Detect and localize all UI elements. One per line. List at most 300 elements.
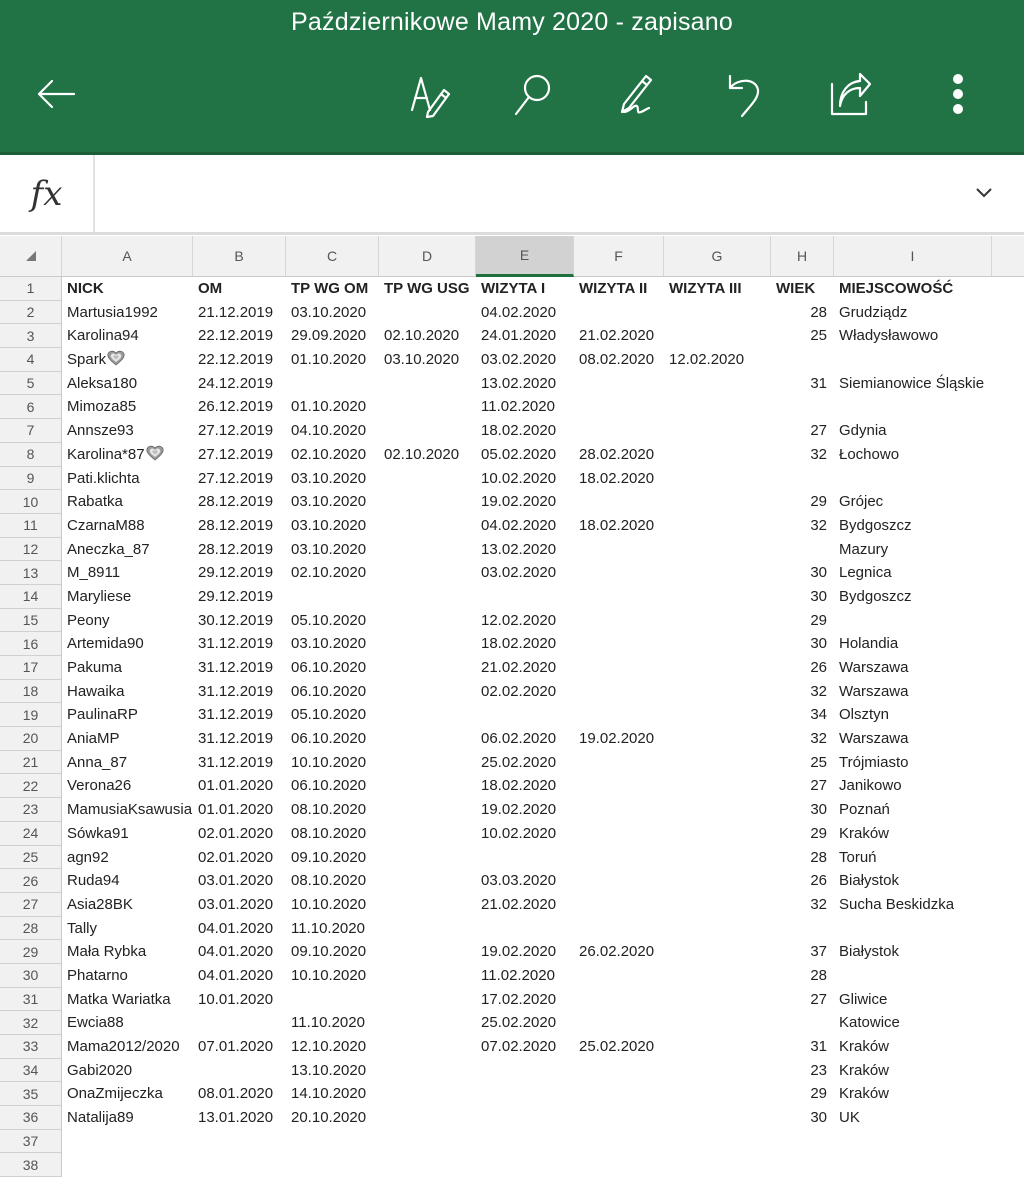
- cell-miejscowosc[interactable]: [834, 419, 992, 443]
- cell-w3[interactable]: [664, 1130, 771, 1154]
- row-header-31[interactable]: 31: [0, 988, 62, 1012]
- cell-w1[interactable]: [476, 348, 574, 372]
- cell-wiek[interactable]: [771, 656, 834, 680]
- row-header-3[interactable]: 3: [0, 324, 62, 348]
- cell-om[interactable]: [193, 419, 286, 443]
- cell-w1[interactable]: [476, 324, 574, 348]
- cell-wiek[interactable]: [771, 869, 834, 893]
- cell-tp-om[interactable]: [286, 514, 379, 538]
- cell-w3[interactable]: [664, 324, 771, 348]
- cell-w2[interactable]: [574, 846, 664, 870]
- cell-w1[interactable]: [476, 301, 574, 325]
- cell-wiek[interactable]: [771, 467, 834, 491]
- header-cell-w3[interactable]: [664, 277, 771, 301]
- cell-nick[interactable]: [62, 1035, 193, 1059]
- cell-w1[interactable]: [476, 585, 574, 609]
- cell-w1[interactable]: [476, 988, 574, 1012]
- cell-nick[interactable]: [62, 940, 193, 964]
- cell-w2[interactable]: [574, 727, 664, 751]
- row-header-2[interactable]: 2: [0, 301, 62, 325]
- cell-tp-usg[interactable]: [379, 774, 476, 798]
- cell-tp-usg[interactable]: [379, 1059, 476, 1083]
- row-header-28[interactable]: 28: [0, 917, 62, 941]
- row-header-23[interactable]: 23: [0, 798, 62, 822]
- cell-w2[interactable]: [574, 490, 664, 514]
- cell-om[interactable]: [193, 822, 286, 846]
- cell-tp-om[interactable]: [286, 395, 379, 419]
- cell-w3[interactable]: [664, 467, 771, 491]
- header-cell-w1[interactable]: [476, 277, 574, 301]
- cell-w1[interactable]: [476, 1035, 574, 1059]
- cell-tp-usg[interactable]: [379, 917, 476, 941]
- cell-w2[interactable]: [574, 1011, 664, 1035]
- cell-miejscowosc[interactable]: [834, 1106, 992, 1130]
- cell-w3[interactable]: [664, 490, 771, 514]
- cell-nick[interactable]: [62, 324, 193, 348]
- cell-w3[interactable]: [664, 727, 771, 751]
- cell-om[interactable]: [193, 1082, 286, 1106]
- cell-w3[interactable]: [664, 585, 771, 609]
- cell-w3[interactable]: [664, 940, 771, 964]
- cell-w1[interactable]: [476, 467, 574, 491]
- cell-miejscowosc[interactable]: [834, 846, 992, 870]
- cell-miejscowosc[interactable]: [834, 514, 992, 538]
- cell-nick[interactable]: [62, 1011, 193, 1035]
- cell-om[interactable]: [193, 585, 286, 609]
- cell-wiek[interactable]: [771, 514, 834, 538]
- cell-w3[interactable]: [664, 893, 771, 917]
- cell-miejscowosc[interactable]: [834, 609, 992, 633]
- row-header-30[interactable]: 30: [0, 964, 62, 988]
- cell-w3[interactable]: [664, 680, 771, 704]
- cell-om[interactable]: [193, 372, 286, 396]
- row-header-32[interactable]: 32: [0, 1011, 62, 1035]
- cell-w1[interactable]: [476, 1153, 574, 1177]
- column-header-a[interactable]: A: [62, 236, 193, 276]
- cell-om[interactable]: [193, 727, 286, 751]
- cell-tp-om[interactable]: [286, 467, 379, 491]
- cell-miejscowosc[interactable]: [834, 822, 992, 846]
- cell-w2[interactable]: [574, 822, 664, 846]
- cell-om[interactable]: [193, 538, 286, 562]
- cell-w2[interactable]: [574, 301, 664, 325]
- cell-miejscowosc[interactable]: [834, 1035, 992, 1059]
- cell-tp-om[interactable]: [286, 1011, 379, 1035]
- row-header-18[interactable]: 18: [0, 680, 62, 704]
- header-cell-nick[interactable]: [62, 277, 193, 301]
- cell-w1[interactable]: [476, 703, 574, 727]
- row-header-17[interactable]: 17: [0, 656, 62, 680]
- header-cell-miejscowosc[interactable]: [834, 277, 992, 301]
- cell-w2[interactable]: [574, 988, 664, 1012]
- row-header-1[interactable]: 1: [0, 277, 62, 301]
- share-button[interactable]: [822, 68, 878, 124]
- cell-nick[interactable]: [62, 656, 193, 680]
- cell-w3[interactable]: [664, 1035, 771, 1059]
- cell-tp-usg[interactable]: [379, 348, 476, 372]
- cell-wiek[interactable]: [771, 632, 834, 656]
- cell-om[interactable]: [193, 467, 286, 491]
- cell-w1[interactable]: [476, 1130, 574, 1154]
- cell-w2[interactable]: [574, 348, 664, 372]
- row-header-22[interactable]: 22: [0, 774, 62, 798]
- cell-tp-usg[interactable]: [379, 656, 476, 680]
- cell-w3[interactable]: [664, 1082, 771, 1106]
- cell-nick[interactable]: [62, 727, 193, 751]
- cell-wiek[interactable]: [771, 798, 834, 822]
- cell-miejscowosc[interactable]: [834, 727, 992, 751]
- cell-w3[interactable]: [664, 514, 771, 538]
- cell-tp-usg[interactable]: [379, 372, 476, 396]
- cell-om[interactable]: [193, 703, 286, 727]
- cell-wiek[interactable]: [771, 727, 834, 751]
- cell-nick[interactable]: [62, 680, 193, 704]
- cell-wiek[interactable]: [771, 419, 834, 443]
- header-cell-tp-usg[interactable]: [379, 277, 476, 301]
- cell-tp-usg[interactable]: [379, 1035, 476, 1059]
- draw-button[interactable]: [612, 68, 668, 124]
- cell-tp-usg[interactable]: [379, 443, 476, 467]
- cell-wiek[interactable]: [771, 988, 834, 1012]
- cell-tp-usg[interactable]: [379, 964, 476, 988]
- cell-nick[interactable]: [62, 964, 193, 988]
- cell-nick[interactable]: [62, 846, 193, 870]
- row-header-36[interactable]: 36: [0, 1106, 62, 1130]
- cell-nick[interactable]: [62, 348, 193, 372]
- cell-nick[interactable]: [62, 538, 193, 562]
- cell-w1[interactable]: [476, 680, 574, 704]
- cell-nick[interactable]: [62, 988, 193, 1012]
- column-header-h[interactable]: H: [771, 236, 834, 276]
- cell-w1[interactable]: [476, 774, 574, 798]
- cell-om[interactable]: [193, 348, 286, 372]
- cell-tp-om[interactable]: [286, 372, 379, 396]
- cell-w2[interactable]: [574, 798, 664, 822]
- column-header-g[interactable]: G: [664, 236, 771, 276]
- cell-w2[interactable]: [574, 324, 664, 348]
- cell-wiek[interactable]: [771, 585, 834, 609]
- cell-tp-usg[interactable]: [379, 467, 476, 491]
- cell-w2[interactable]: [574, 774, 664, 798]
- cell-om[interactable]: [193, 798, 286, 822]
- cell-w3[interactable]: [664, 703, 771, 727]
- cell-wiek[interactable]: [771, 774, 834, 798]
- cell-miejscowosc[interactable]: [834, 585, 992, 609]
- cell-tp-usg[interactable]: [379, 988, 476, 1012]
- cell-nick[interactable]: [62, 585, 193, 609]
- cell-w1[interactable]: [476, 917, 574, 941]
- cell-nick[interactable]: [62, 798, 193, 822]
- cell-miejscowosc[interactable]: [834, 301, 992, 325]
- edit-text-button[interactable]: [402, 68, 458, 124]
- cell-tp-usg[interactable]: [379, 940, 476, 964]
- cell-om[interactable]: [193, 774, 286, 798]
- cell-miejscowosc[interactable]: [834, 893, 992, 917]
- cell-w2[interactable]: [574, 917, 664, 941]
- cell-tp-om[interactable]: [286, 1059, 379, 1083]
- cell-om[interactable]: [193, 751, 286, 775]
- cell-wiek[interactable]: [771, 324, 834, 348]
- cell-nick[interactable]: [62, 822, 193, 846]
- cell-tp-om[interactable]: [286, 419, 379, 443]
- cell-nick[interactable]: [62, 1153, 193, 1177]
- cell-om[interactable]: [193, 869, 286, 893]
- cell-w1[interactable]: [476, 1011, 574, 1035]
- cell-w2[interactable]: [574, 1035, 664, 1059]
- cell-w3[interactable]: [664, 1011, 771, 1035]
- cell-tp-usg[interactable]: [379, 514, 476, 538]
- cell-nick[interactable]: [62, 443, 193, 467]
- column-header-f[interactable]: F: [574, 236, 664, 276]
- cell-wiek[interactable]: [771, 301, 834, 325]
- cell-wiek[interactable]: [771, 917, 834, 941]
- cell-tp-usg[interactable]: [379, 395, 476, 419]
- cell-tp-om[interactable]: [286, 1153, 379, 1177]
- row-header-25[interactable]: 25: [0, 846, 62, 870]
- row-header-26[interactable]: 26: [0, 869, 62, 893]
- cell-tp-om[interactable]: [286, 324, 379, 348]
- cell-miejscowosc[interactable]: [834, 1153, 992, 1177]
- cell-om[interactable]: [193, 988, 286, 1012]
- cell-tp-om[interactable]: [286, 443, 379, 467]
- cell-miejscowosc[interactable]: [834, 988, 992, 1012]
- cell-tp-om[interactable]: [286, 561, 379, 585]
- cell-om[interactable]: [193, 609, 286, 633]
- cell-nick[interactable]: [62, 917, 193, 941]
- cell-om[interactable]: [193, 680, 286, 704]
- cell-w3[interactable]: [664, 964, 771, 988]
- function-icon[interactable]: fx: [0, 155, 95, 232]
- cell-tp-om[interactable]: [286, 893, 379, 917]
- cell-tp-om[interactable]: [286, 846, 379, 870]
- row-header-37[interactable]: 37: [0, 1130, 62, 1154]
- row-header-12[interactable]: 12: [0, 538, 62, 562]
- cell-tp-om[interactable]: [286, 822, 379, 846]
- cell-tp-usg[interactable]: [379, 1106, 476, 1130]
- cell-tp-om[interactable]: [286, 964, 379, 988]
- cell-nick[interactable]: [62, 1082, 193, 1106]
- cell-w3[interactable]: [664, 917, 771, 941]
- cell-nick[interactable]: [62, 372, 193, 396]
- cell-w3[interactable]: [664, 798, 771, 822]
- cell-wiek[interactable]: [771, 1106, 834, 1130]
- row-header-7[interactable]: 7: [0, 419, 62, 443]
- cell-wiek[interactable]: [771, 940, 834, 964]
- cell-om[interactable]: [193, 632, 286, 656]
- row-header-14[interactable]: 14: [0, 585, 62, 609]
- cell-w2[interactable]: [574, 1082, 664, 1106]
- row-header-11[interactable]: 11: [0, 514, 62, 538]
- cell-nick[interactable]: [62, 1130, 193, 1154]
- cell-w2[interactable]: [574, 419, 664, 443]
- cell-wiek[interactable]: [771, 372, 834, 396]
- cell-w1[interactable]: [476, 846, 574, 870]
- cell-nick[interactable]: [62, 1106, 193, 1130]
- cell-tp-usg[interactable]: [379, 703, 476, 727]
- cell-tp-om[interactable]: [286, 940, 379, 964]
- cell-w1[interactable]: [476, 395, 574, 419]
- cell-nick[interactable]: [62, 301, 193, 325]
- cell-w2[interactable]: [574, 467, 664, 491]
- cell-w1[interactable]: [476, 940, 574, 964]
- cell-miejscowosc[interactable]: [834, 1011, 992, 1035]
- cell-nick[interactable]: [62, 703, 193, 727]
- row-header-20[interactable]: 20: [0, 727, 62, 751]
- cell-w3[interactable]: [664, 301, 771, 325]
- cell-w1[interactable]: [476, 869, 574, 893]
- cell-wiek[interactable]: [771, 1011, 834, 1035]
- cell-miejscowosc[interactable]: [834, 774, 992, 798]
- cell-w3[interactable]: [664, 1106, 771, 1130]
- cell-miejscowosc[interactable]: [834, 395, 992, 419]
- cell-nick[interactable]: [62, 869, 193, 893]
- cell-om[interactable]: [193, 490, 286, 514]
- cell-w3[interactable]: [664, 869, 771, 893]
- cell-miejscowosc[interactable]: [834, 348, 992, 372]
- cell-w2[interactable]: [574, 1130, 664, 1154]
- cell-w3[interactable]: [664, 538, 771, 562]
- row-header-24[interactable]: 24: [0, 822, 62, 846]
- row-header-10[interactable]: 10: [0, 490, 62, 514]
- cell-miejscowosc[interactable]: [834, 964, 992, 988]
- cell-w2[interactable]: [574, 869, 664, 893]
- cell-w1[interactable]: [476, 443, 574, 467]
- cell-miejscowosc[interactable]: [834, 940, 992, 964]
- row-header-38[interactable]: 38: [0, 1153, 62, 1177]
- cell-om[interactable]: [193, 893, 286, 917]
- formula-input[interactable]: [97, 155, 957, 232]
- cell-w2[interactable]: [574, 940, 664, 964]
- cell-tp-om[interactable]: [286, 538, 379, 562]
- cell-w2[interactable]: [574, 656, 664, 680]
- cell-w1[interactable]: [476, 656, 574, 680]
- cell-miejscowosc[interactable]: [834, 467, 992, 491]
- cell-miejscowosc[interactable]: [834, 1059, 992, 1083]
- cell-w2[interactable]: [574, 609, 664, 633]
- cell-miejscowosc[interactable]: [834, 443, 992, 467]
- cell-om[interactable]: [193, 514, 286, 538]
- cell-miejscowosc[interactable]: [834, 798, 992, 822]
- cell-wiek[interactable]: [771, 561, 834, 585]
- cell-nick[interactable]: [62, 490, 193, 514]
- cell-tp-usg[interactable]: [379, 751, 476, 775]
- cell-tp-om[interactable]: [286, 727, 379, 751]
- cell-w2[interactable]: [574, 372, 664, 396]
- cell-miejscowosc[interactable]: [834, 751, 992, 775]
- cell-wiek[interactable]: [771, 1059, 834, 1083]
- cell-tp-om[interactable]: [286, 1035, 379, 1059]
- cell-w3[interactable]: [664, 395, 771, 419]
- column-header-i[interactable]: I: [834, 236, 992, 276]
- cell-tp-usg[interactable]: [379, 798, 476, 822]
- cell-wiek[interactable]: [771, 1130, 834, 1154]
- cell-tp-om[interactable]: [286, 490, 379, 514]
- cell-w1[interactable]: [476, 1106, 574, 1130]
- cell-tp-om[interactable]: [286, 1130, 379, 1154]
- cell-tp-om[interactable]: [286, 656, 379, 680]
- cell-tp-om[interactable]: [286, 774, 379, 798]
- cell-wiek[interactable]: [771, 1035, 834, 1059]
- cell-miejscowosc[interactable]: [834, 538, 992, 562]
- column-header-e[interactable]: E: [476, 236, 574, 277]
- cell-miejscowosc[interactable]: [834, 917, 992, 941]
- cell-w3[interactable]: [664, 419, 771, 443]
- column-header-empty[interactable]: [992, 236, 1024, 276]
- row-header-27[interactable]: 27: [0, 893, 62, 917]
- row-header-21[interactable]: 21: [0, 751, 62, 775]
- row-header-5[interactable]: 5: [0, 372, 62, 396]
- row-header-9[interactable]: 9: [0, 467, 62, 491]
- cell-miejscowosc[interactable]: [834, 490, 992, 514]
- row-header-16[interactable]: 16: [0, 632, 62, 656]
- cell-w3[interactable]: [664, 656, 771, 680]
- cell-w3[interactable]: [664, 846, 771, 870]
- cell-tp-om[interactable]: [286, 798, 379, 822]
- cell-w3[interactable]: [664, 348, 771, 372]
- cell-wiek[interactable]: [771, 822, 834, 846]
- cell-om[interactable]: [193, 1130, 286, 1154]
- cell-tp-usg[interactable]: [379, 490, 476, 514]
- cell-tp-usg[interactable]: [379, 585, 476, 609]
- row-header-15[interactable]: 15: [0, 609, 62, 633]
- cell-om[interactable]: [193, 940, 286, 964]
- cell-w2[interactable]: [574, 751, 664, 775]
- cell-w2[interactable]: [574, 964, 664, 988]
- cell-w1[interactable]: [476, 798, 574, 822]
- cell-w2[interactable]: [574, 538, 664, 562]
- cell-om[interactable]: [193, 656, 286, 680]
- cell-miejscowosc[interactable]: [834, 324, 992, 348]
- cell-w1[interactable]: [476, 561, 574, 585]
- cell-w3[interactable]: [664, 774, 771, 798]
- cell-om[interactable]: [193, 1035, 286, 1059]
- cell-wiek[interactable]: [771, 680, 834, 704]
- cell-tp-usg[interactable]: [379, 846, 476, 870]
- cell-w3[interactable]: [664, 372, 771, 396]
- cell-w1[interactable]: [476, 727, 574, 751]
- row-header-6[interactable]: 6: [0, 395, 62, 419]
- cell-tp-om[interactable]: [286, 609, 379, 633]
- back-button[interactable]: [28, 68, 84, 124]
- cell-nick[interactable]: [62, 395, 193, 419]
- cell-tp-usg[interactable]: [379, 1011, 476, 1035]
- column-header-b[interactable]: B: [193, 236, 286, 276]
- cell-w1[interactable]: [476, 893, 574, 917]
- cell-w2[interactable]: [574, 395, 664, 419]
- cell-om[interactable]: [193, 395, 286, 419]
- cell-om[interactable]: [193, 324, 286, 348]
- cell-w1[interactable]: [476, 490, 574, 514]
- cell-wiek[interactable]: [771, 893, 834, 917]
- cell-w2[interactable]: [574, 680, 664, 704]
- cell-tp-usg[interactable]: [379, 822, 476, 846]
- cell-w1[interactable]: [476, 609, 574, 633]
- cell-miejscowosc[interactable]: [834, 680, 992, 704]
- cell-w3[interactable]: [664, 988, 771, 1012]
- cell-w2[interactable]: [574, 632, 664, 656]
- cell-w3[interactable]: [664, 751, 771, 775]
- cell-w1[interactable]: [476, 964, 574, 988]
- cell-miejscowosc[interactable]: [834, 869, 992, 893]
- cell-tp-om[interactable]: [286, 869, 379, 893]
- cell-miejscowosc[interactable]: [834, 561, 992, 585]
- cell-wiek[interactable]: [771, 846, 834, 870]
- row-header-29[interactable]: 29: [0, 940, 62, 964]
- cell-w1[interactable]: [476, 1059, 574, 1083]
- cell-tp-usg[interactable]: [379, 893, 476, 917]
- cell-tp-usg[interactable]: [379, 727, 476, 751]
- cell-om[interactable]: [193, 964, 286, 988]
